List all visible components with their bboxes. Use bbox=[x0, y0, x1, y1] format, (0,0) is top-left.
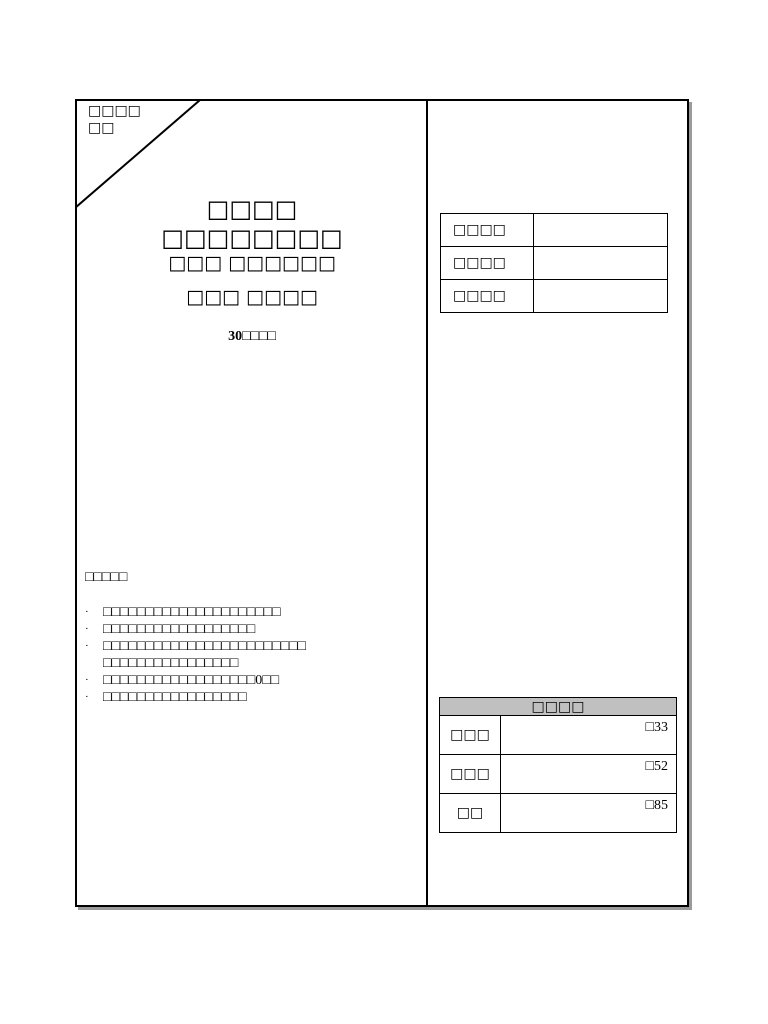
instruction-text: □□□□□□□□□□□□□□□□□□□□□□□□ □□□□□□□□□□□□□□□□ bbox=[103, 639, 306, 671]
info-label: □□□□ bbox=[441, 214, 534, 247]
score-table-header: □□□□ bbox=[440, 698, 677, 716]
bullet-icon: · bbox=[85, 606, 89, 618]
info-row bbox=[441, 214, 668, 247]
info-row bbox=[441, 247, 668, 280]
title-line-2: □□□□□□□□ bbox=[161, 224, 343, 252]
title-line-4: □□□ □□□□ bbox=[186, 286, 318, 308]
instruction-text: □□□□□□□□□□□□□□□□□□ bbox=[103, 622, 256, 637]
score-row bbox=[440, 755, 677, 794]
instruction-item bbox=[85, 621, 415, 638]
score-row bbox=[440, 716, 677, 755]
score-value: □52 bbox=[501, 755, 677, 794]
instruction-text: □□□□□□□□□□□□□□□□□ bbox=[103, 690, 247, 705]
title-line-1: □□□□ bbox=[206, 195, 298, 223]
instruction-item bbox=[85, 689, 415, 706]
instruction-item bbox=[85, 638, 415, 672]
info-value-field[interactable] bbox=[534, 280, 668, 313]
instruction-text: □□□□□□□□□□□□□□□□□□0□□ bbox=[103, 673, 280, 688]
score-value: □33 bbox=[501, 716, 677, 755]
bullet-icon: · bbox=[85, 623, 89, 635]
title-line-3: □□□ □□□□□□ bbox=[168, 252, 336, 274]
info-label: □□□□ bbox=[441, 247, 534, 280]
score-value: □85 bbox=[501, 794, 677, 833]
bullet-icon: · bbox=[85, 640, 89, 652]
info-label: □□□□ bbox=[441, 280, 534, 313]
exam-duration: 30□□□□ bbox=[228, 329, 276, 344]
corner-label: □□□□ □□ bbox=[88, 103, 141, 136]
info-row bbox=[441, 280, 668, 313]
bullet-icon: · bbox=[85, 674, 89, 686]
instructions-heading: □□□□□ bbox=[85, 570, 128, 585]
bullet-icon: · bbox=[85, 691, 89, 703]
instructions-list bbox=[85, 604, 415, 706]
instruction-item bbox=[85, 604, 415, 621]
score-row bbox=[440, 794, 677, 833]
score-label: □□ bbox=[440, 794, 501, 833]
info-value-field[interactable] bbox=[534, 247, 668, 280]
score-table bbox=[439, 697, 677, 833]
info-value-field[interactable] bbox=[534, 214, 668, 247]
info-table bbox=[440, 213, 668, 313]
score-label: □□□ bbox=[440, 755, 501, 794]
instruction-item bbox=[85, 672, 415, 689]
score-label: □□□ bbox=[440, 716, 501, 755]
instruction-text: □□□□□□□□□□□□□□□□□□□□□ bbox=[103, 605, 281, 620]
